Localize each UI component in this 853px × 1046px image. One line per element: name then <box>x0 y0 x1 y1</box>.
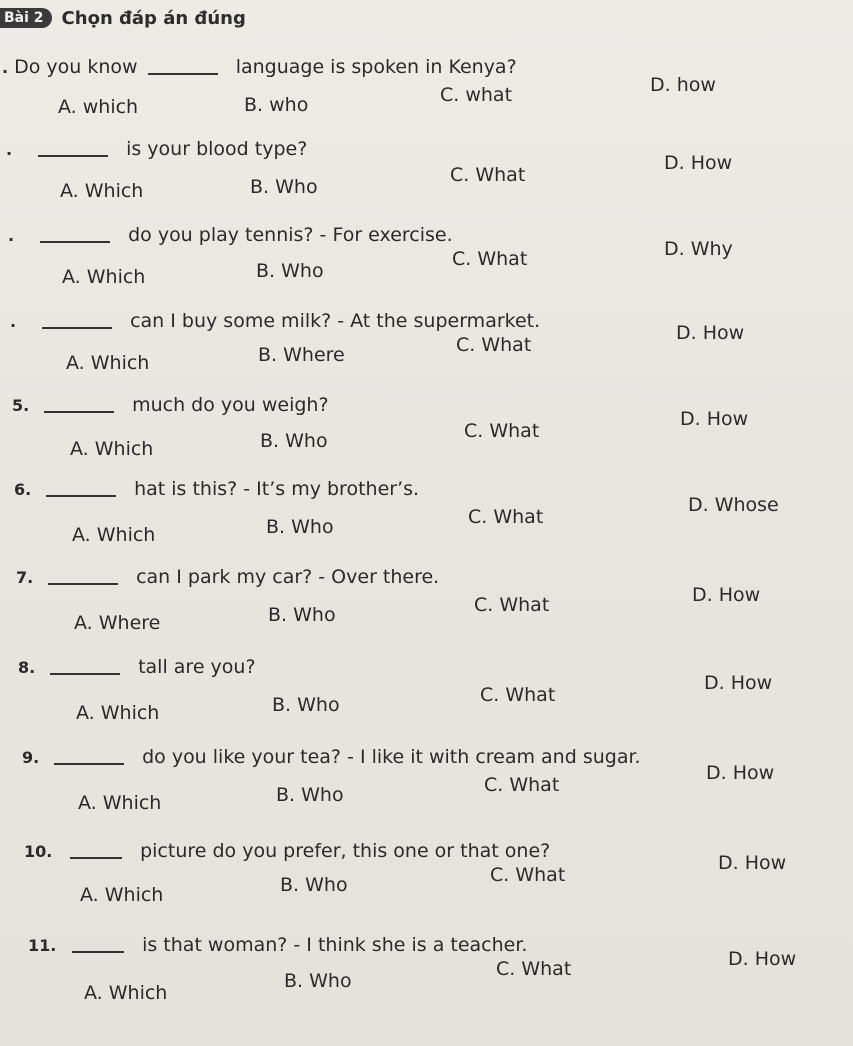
question-11 <box>28 934 527 956</box>
option-c[interactable]: C. What <box>464 420 540 442</box>
question-8 <box>18 656 256 678</box>
question-number: 7. <box>16 568 34 587</box>
question-number: 10. <box>24 842 53 861</box>
option-b[interactable]: B. Who <box>284 970 352 992</box>
question-3 <box>8 224 453 246</box>
option-c[interactable]: C. What <box>496 958 572 980</box>
answer-blank[interactable] <box>70 857 122 859</box>
option-a[interactable]: A. Which <box>78 792 162 814</box>
answer-blank[interactable] <box>38 155 108 157</box>
question-number: . <box>10 312 17 331</box>
option-b[interactable]: B. Who <box>276 784 344 806</box>
option-a[interactable]: A. Which <box>76 702 160 724</box>
answer-blank[interactable] <box>42 327 112 329</box>
answer-blank[interactable] <box>148 73 218 75</box>
question-text: do you play tennis? - For exercise. <box>128 224 453 246</box>
question-1 <box>2 56 517 78</box>
answer-blank[interactable] <box>54 763 124 765</box>
exercise-title: Chọn đáp án đúng <box>61 7 246 29</box>
option-b[interactable]: B. Who <box>260 430 328 452</box>
option-c[interactable]: C. What <box>490 864 566 886</box>
option-a[interactable]: A. Which <box>62 266 146 288</box>
answer-blank[interactable] <box>46 495 116 497</box>
option-a[interactable]: A. Which <box>66 352 150 374</box>
option-d[interactable]: D. Whose <box>688 494 779 516</box>
question-number: 11. <box>28 936 57 955</box>
question-number: . <box>2 58 9 77</box>
question-6 <box>14 478 419 500</box>
option-c[interactable]: C. what <box>440 84 513 106</box>
option-a[interactable]: A. Which <box>70 438 154 460</box>
option-c[interactable]: C. What <box>456 334 532 356</box>
question-9 <box>22 746 641 768</box>
question-4 <box>10 310 540 332</box>
option-a[interactable]: A. which <box>58 96 139 118</box>
question-5 <box>12 394 329 416</box>
option-b[interactable]: B. Where <box>258 344 345 366</box>
option-a[interactable]: A. Which <box>72 524 156 546</box>
option-a[interactable]: A. Where <box>74 612 161 634</box>
option-d[interactable]: D. How <box>676 322 745 344</box>
exercise-badge: Bài 2 <box>0 8 52 28</box>
question-number: 5. <box>12 396 30 415</box>
question-text: tall are you? <box>138 656 256 678</box>
question-number: . <box>8 226 15 245</box>
option-a[interactable]: A. Which <box>80 884 164 906</box>
option-d[interactable]: D. How <box>718 852 787 874</box>
option-c[interactable]: C. What <box>474 594 550 616</box>
question-2 <box>6 138 307 160</box>
question-text: hat is this? - It’s my brother’s. <box>134 478 420 500</box>
answer-blank[interactable] <box>48 583 118 585</box>
question-lead: Do you know <box>14 56 138 78</box>
option-d[interactable]: D. How <box>692 584 761 606</box>
answer-blank[interactable] <box>44 411 114 413</box>
option-b[interactable]: B. Who <box>280 874 348 896</box>
option-d[interactable]: D. How <box>728 948 797 970</box>
question-text: is your blood type? <box>126 138 308 160</box>
question-text: can I buy some milk? - At the supermarket. <box>130 310 541 332</box>
question-7 <box>16 566 439 588</box>
option-c[interactable]: C. What <box>452 248 528 270</box>
option-a[interactable]: A. Which <box>84 982 168 1004</box>
question-text: language is spoken in Kenya? <box>235 56 517 78</box>
answer-blank[interactable] <box>72 951 124 953</box>
answer-blank[interactable] <box>40 241 110 243</box>
question-number: 9. <box>22 748 40 767</box>
option-b[interactable]: B. Who <box>250 176 318 198</box>
question-number: 6. <box>14 480 32 499</box>
question-text: is that woman? - I think she is a teacher. <box>142 934 528 956</box>
option-b[interactable]: B. Who <box>256 260 324 282</box>
answer-blank[interactable] <box>50 673 120 675</box>
option-d[interactable]: D. How <box>680 408 749 430</box>
option-a[interactable]: A. Which <box>60 180 144 202</box>
question-10 <box>24 840 550 862</box>
question-text: picture do you prefer, this one or that one? <box>140 840 551 862</box>
option-b[interactable]: B. Who <box>266 516 334 538</box>
option-d[interactable]: D. How <box>664 152 733 174</box>
question-number: 8. <box>18 658 36 677</box>
option-d[interactable]: D. how <box>650 74 716 96</box>
question-text: can I park my car? - Over there. <box>136 566 440 588</box>
option-c[interactable]: C. What <box>468 506 544 528</box>
option-d[interactable]: D. Why <box>664 238 733 260</box>
question-text: much do you weigh? <box>132 394 329 416</box>
option-b[interactable]: B. Who <box>268 604 336 626</box>
question-text: do you like your tea? - I like it with cream and sugar. <box>142 746 641 768</box>
option-d[interactable]: D. How <box>704 672 773 694</box>
option-c[interactable]: C. What <box>484 774 560 796</box>
option-b[interactable]: B. who <box>244 94 309 116</box>
question-number: . <box>6 140 13 159</box>
option-c[interactable]: C. What <box>450 164 526 186</box>
option-c[interactable]: C. What <box>480 684 556 706</box>
option-d[interactable]: D. How <box>706 762 775 784</box>
option-b[interactable]: B. Who <box>272 694 340 716</box>
exercise-header <box>0 6 246 30</box>
